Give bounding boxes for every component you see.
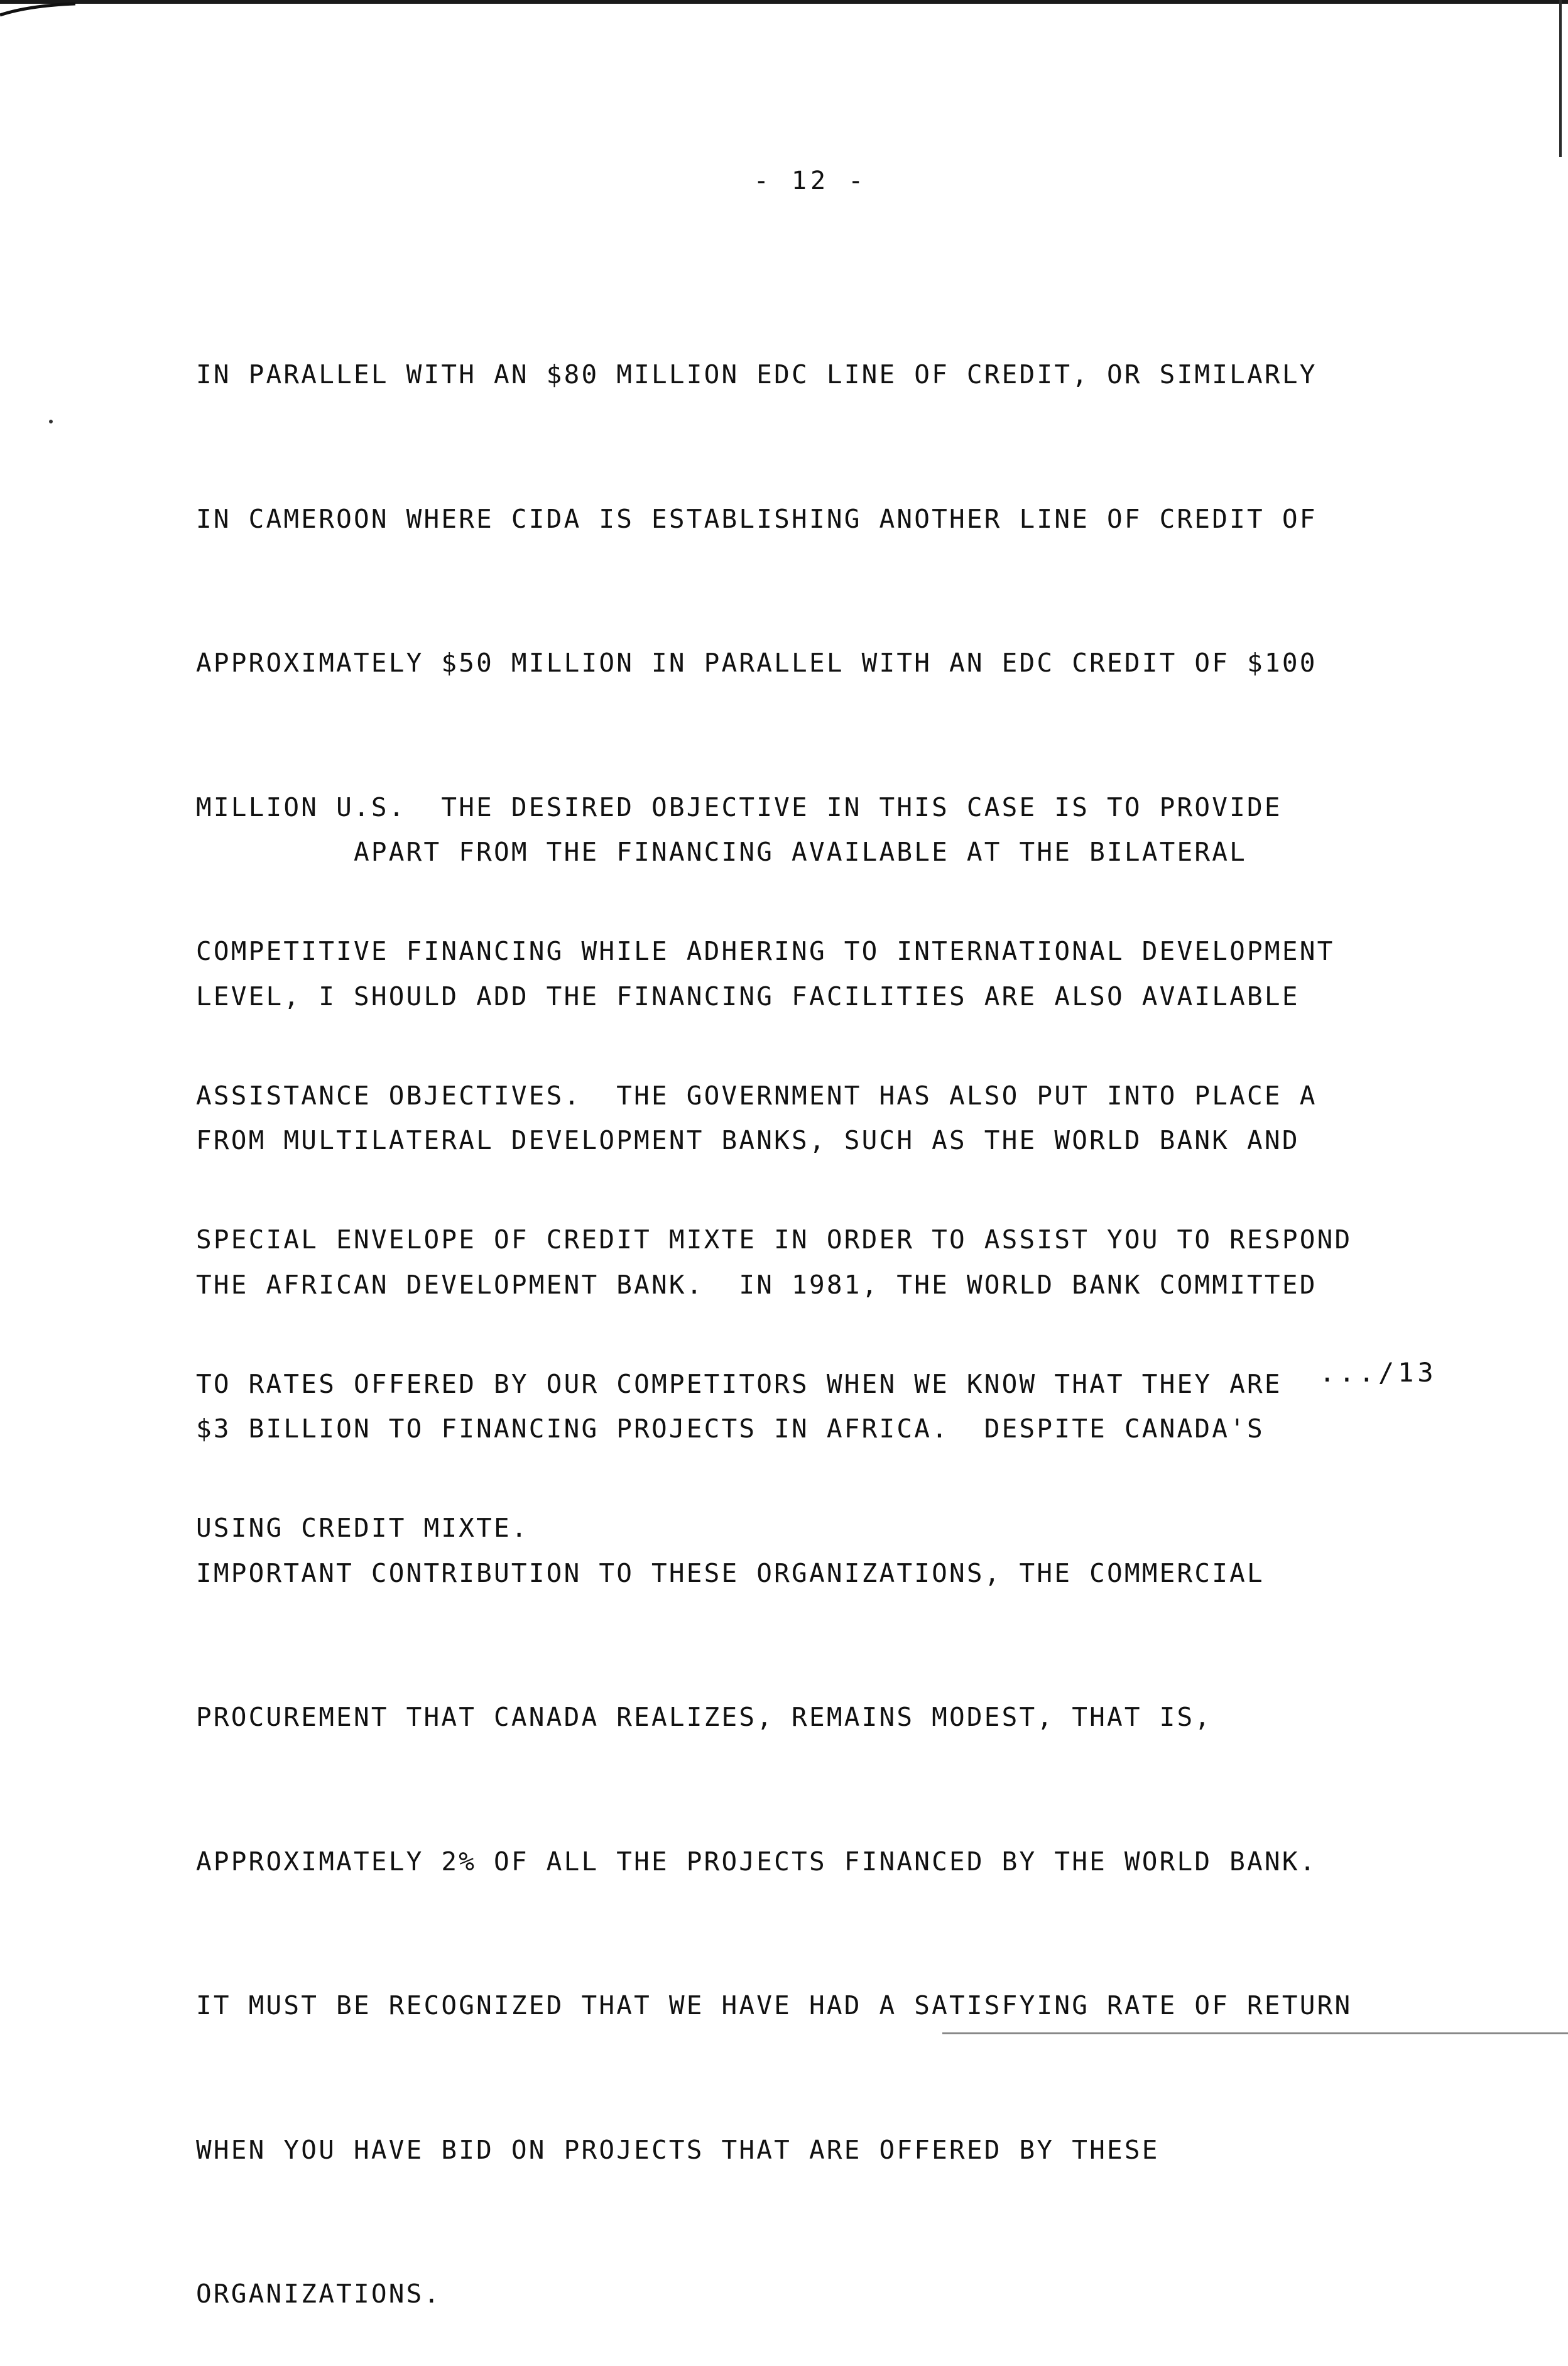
bottom-edge-line [942,2032,1568,2034]
text-line: FROM MULTILATERAL DEVELOPMENT BANKS, SUCH AS THE WORLD BANK AND [196,1125,1300,1155]
text-line: PROCUREMENT THAT CANADA REALIZES, REMAINS MODEST, THAT IS, [196,1702,1212,1732]
text-line: THE AFRICAN DEVELOPMENT BANK. IN 1981, THE WORLD BANK COMMITTED [196,1269,1317,1300]
text-line: TO RATES OFFERED BY OUR COMPETITORS WHEN WE KNOW THAT THEY ARE [196,1368,1282,1399]
page-right-edge [1559,0,1562,157]
paragraph-2 [196,732,1478,2366]
text-line: ASSISTANCE OBJECTIVES. THE GOVERNMENT HAS ALSO PUT INTO PLACE A [196,1080,1317,1111]
page-top-edge [0,0,1568,4]
text-line: $3 BILLION TO FINANCING PROJECTS IN AFRICA. DESPITE CANADA'S [196,1414,1265,1444]
continuation-marker: .../13 [1319,1357,1437,1388]
page-number: - 12 - [753,166,868,195]
text-line: APPROXIMATELY $50 MILLION IN PARALLEL WITH AN EDC CREDIT OF $100 [196,648,1317,678]
text-line: APART FROM THE FINANCING AVAILABLE AT THE BILATERAL [196,837,1248,867]
text-line: IN CAMEROON WHERE CIDA IS ESTABLISHING ANOTHER LINE OF CREDIT OF [196,503,1317,534]
text-line: IT MUST BE RECOGNIZED THAT WE HAVE HAD A SATISFYING RATE OF RETURN [196,1990,1353,2020]
text-line: SPECIAL ENVELOPE OF CREDIT MIXTE IN ORDER TO ASSIST YOU TO RESPOND [196,1224,1353,1255]
text-line: USING CREDIT MIXTE. [196,1513,529,1543]
text-line: ORGANIZATIONS. [196,2279,442,2309]
text-line: APPROXIMATELY 2% OF ALL THE PROJECTS FINANCED BY THE WORLD BANK. [196,1846,1317,1877]
text-line: IMPORTANT CONTRIBUTION TO THESE ORGANIZATIONS, THE COMMERCIAL [196,1557,1265,1588]
text-line: MILLION U.S. THE DESIRED OBJECTIVE IN THIS CASE IS TO PROVIDE [196,792,1282,822]
text-line: WHEN YOU HAVE BID ON PROJECTS THAT ARE OFFERED BY THESE [196,2134,1160,2165]
scan-edge-mark [0,0,75,18]
text-line: IN PARALLEL WITH AN $80 MILLION EDC LINE OF CREDIT, OR SIMILARLY [196,359,1317,390]
text-line: COMPETITIVE FINANCING WHILE ADHERING TO INTERNATIONAL DEVELOPMENT [196,936,1335,966]
scan-speck [49,420,53,423]
text-line: LEVEL, I SHOULD ADD THE FINANCING FACILITIES ARE ALSO AVAILABLE [196,981,1300,1011]
